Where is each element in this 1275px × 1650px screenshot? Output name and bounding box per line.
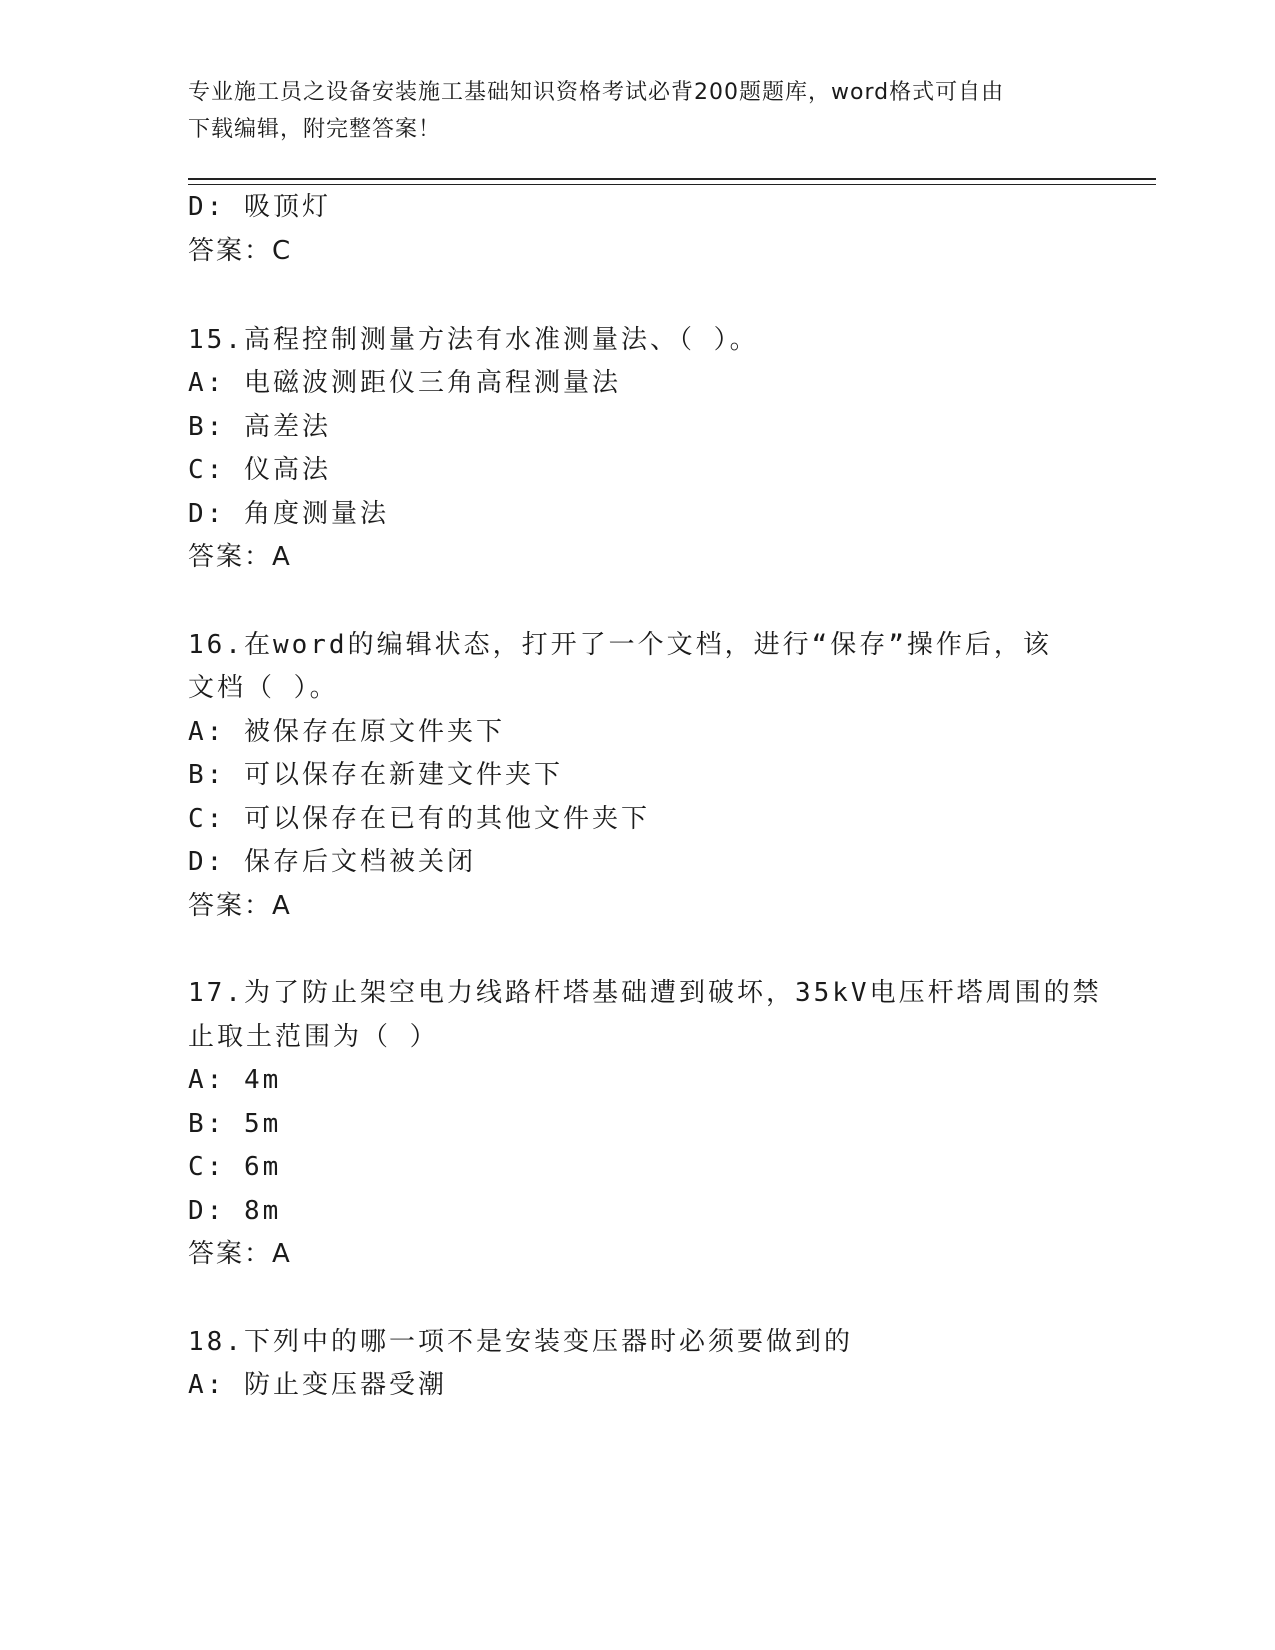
q15-option-b: B: 高差法 (188, 412, 331, 442)
q16-option-d: D: 保存后文档被关闭 (188, 847, 476, 877)
prev-option-d: D: 吸顶灯 (188, 192, 331, 222)
q17-option-a: A: 4m (188, 1065, 282, 1095)
document-header (188, 74, 1068, 148)
q16-answer: 答案：A (188, 891, 292, 921)
header-divider-thin (188, 184, 1156, 185)
q15-answer: 答案：A (188, 542, 292, 572)
q16-question-line-1: 16.在word的编辑状态，打开了一个文档，进行“保存”操作后，该 (188, 630, 1052, 660)
q15-option-d: D: 角度测量法 (188, 499, 389, 529)
q16-option-b: B: 可以保存在新建文件夹下 (188, 760, 563, 790)
header-divider-thick (188, 178, 1156, 180)
q18-option-a: A: 防止变压器受潮 (188, 1370, 447, 1400)
q16-option-c: C: 可以保存在已有的其他文件夹下 (188, 804, 650, 834)
q17-answer: 答案：A (188, 1239, 292, 1269)
header-line-1: 专业施工员之设备安装施工基础知识资格考试必背200题题库，word格式可自由 (188, 80, 1005, 105)
q15-option-c: C: 仪高法 (188, 455, 331, 485)
q17-option-b: B: 5m (188, 1109, 282, 1139)
q16-question-line-2: 文档（ ）。 (188, 673, 339, 703)
q17-option-d: D: 8m (188, 1196, 282, 1226)
q15-option-a: A: 电磁波测距仪三角高程测量法 (188, 368, 621, 398)
q17-option-c: C: 6m (188, 1152, 282, 1182)
prev-answer: 答案：C (188, 236, 293, 266)
header-line-2: 下载编辑，附完整答案！ (188, 117, 442, 142)
q16-option-a: A: 被保存在原文件夹下 (188, 717, 505, 747)
q17-question-line-2: 止取土范围为（ ） (188, 1022, 439, 1052)
q18-question: 18.下列中的哪一项不是安装变压器时必须要做到的 (188, 1327, 853, 1357)
q15-question: 15.高程控制测量方法有水准测量法、（ ）。 (188, 325, 759, 355)
q17-question-line-1: 17.为了防止架空电力线路杆塔基础遭到破坏，35kV电压杆塔周围的禁 (188, 978, 1102, 1008)
